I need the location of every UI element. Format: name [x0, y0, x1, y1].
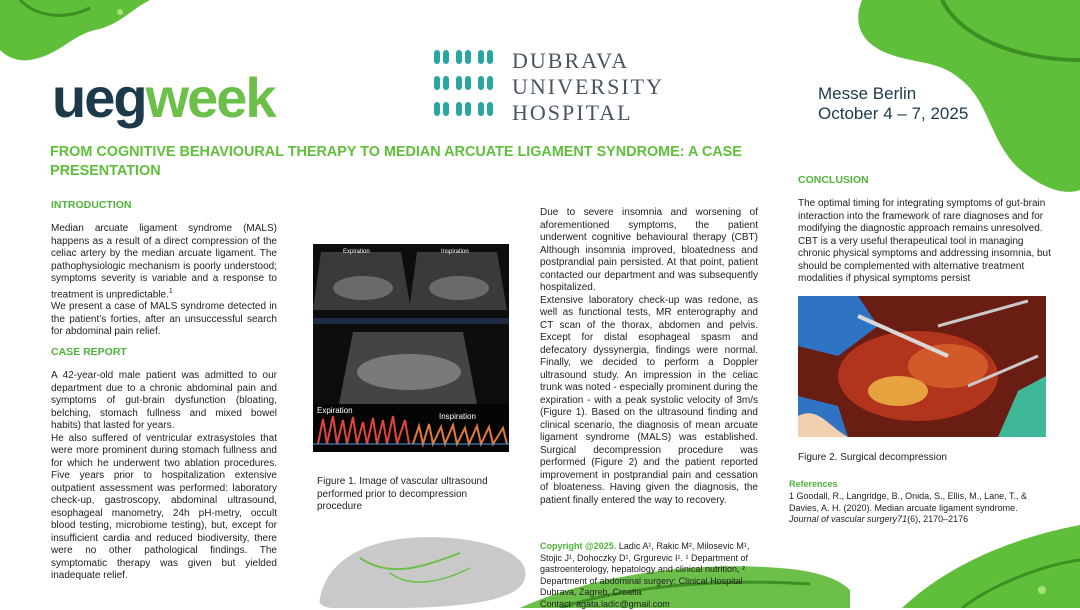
- case-report-body: [51, 370, 277, 583]
- us-label-inspiration-bottom: Inspiration: [439, 412, 476, 421]
- copyright-label: Copyright @2025.: [540, 541, 616, 551]
- copyright-block: [540, 541, 772, 610]
- case-report-heading: CASE REPORT: [51, 346, 127, 358]
- hospital-line-3: HOSPITAL: [512, 100, 664, 126]
- logo-ueg-text: ueg: [52, 66, 146, 129]
- hospital-line-2: UNIVERSITY: [512, 74, 664, 100]
- hospital-line-1: DUBRAVA: [512, 48, 664, 74]
- introduction-body: [51, 223, 277, 339]
- case-paragraph-1: A 42-year-old male patient was admitted to our department due to a chronic abdominal pain and symptoms of gut-brain dysfunction (bloating, belching, stomach fullness and mixed bowel habits) that lasted for years.: [51, 370, 277, 433]
- dubrava-logo-mark: [434, 48, 502, 125]
- middle-paragraph-1: Due to severe insomnia and worsening of aforementioned symptoms, the patient underwent cognitive behavioural therapy (CBT) Although insomnia improved, bloatedness and postprandial pain persisted. At that point, patient contacted our department and was subsequently hospitalized.: [540, 207, 758, 295]
- surgical-decompression-image: [798, 296, 1046, 437]
- reference-1-authors: 1 Goodall, R., Langridge, B., Onida, S., Ellis, M., Lane, T., & Davies, A. H. (2020). Median arcuate ligament syndrome.: [789, 491, 1027, 513]
- intro-paragraph-1: Median arcuate ligament syndrome (MALS) happens as a result of a direct compression of the celiac artery by the median arcuate ligament. The pathophysiologic mechanism is poorly understood; symptoms severity is variable and a response to treatment is unpredictable.: [51, 223, 277, 300]
- intro-paragraph-2: We present a case of MALS syndrome detected in the patient’s forties, after an unsuccessful search for abdominal pain relief.: [51, 301, 277, 339]
- dubrava-hospital-name: [512, 48, 664, 126]
- reference-1-pages: (6), 2170–2176: [907, 514, 968, 524]
- reference-1-volume: 71: [897, 514, 907, 524]
- poster-title: FROM COGNITIVE BEHAVIOURAL THERAPY TO MEDIAN ARCUATE LIGAMENT SYNDROME: A CASE PRESENTATION: [50, 143, 780, 181]
- references-heading: References: [789, 479, 838, 489]
- logo-week-text: week: [146, 66, 275, 129]
- conclusion-heading: CONCLUSION: [798, 174, 869, 186]
- venue-dates: October 4 – 7, 2025: [818, 104, 968, 124]
- us-label-expiration-top: Expiration: [343, 249, 370, 255]
- middle-paragraph-2: Extensive laboratory check-up was redone, as well as functional tests, MR enterography and CT scan of the thorax, abdomen and pelvis. Except for distal esophageal spasm and defecatory dyssynergia, findings were normal. Finally, we decided to perform a Doppler ultrasound study. An impression in the celiac trunk was noted - especially prominent during the expiration - with a peak systolic velocity of 3m/s (Figure 1). Based on the ultrasound finding and clinical scenario, the diagnosis of mean arcuate ligament syndrome (MALS) was established. Surgical decompression procedure was performed (Figure 2) and the patient reported improvement in postprandial pain and cessation of bloateness. Having given the diagnosis, the patient finally entered the way to recovery.: [540, 295, 758, 508]
- case-paragraph-2: He also suffered of ventricular extrasystoles that were more prominent during stomach fullness and for which he underwent two ablation procedures. Five years prior to hospitalization extensive outpatient assessment was performed: laboratory check-up, gastroscopy, abdominal ultrasound, esophageal manometry, 24h pH-metry, occult blood testing, microbiome testing), but, except for insufficient cardia and reduced biodiversity, there were no other pathological findings. The symptomatic therapy was given but yielded inadequate relief.: [51, 433, 277, 583]
- figure-1-caption: Figure 1. Image of vascular ultrasound performed prior to decompression procedure: [317, 476, 503, 514]
- us-label-inspiration-top: Inspiration: [441, 249, 469, 255]
- ultrasound-image: [313, 244, 509, 452]
- ueg-week-logo: [52, 70, 275, 126]
- reference-1-journal: Journal of vascular surgery: [789, 514, 897, 524]
- copyright-contact: Contact: agata.ladic@gmail.com: [540, 599, 772, 610]
- us-label-expiration-bottom: Expiration: [317, 406, 353, 415]
- copyright-affiliation: ¹ Department of gastroenterology, hepatology and clinical nutrition, ² Department of abdominal surgery; Clinical Hospital Dubrava, Zagreb, Croatia: [540, 553, 748, 598]
- venue-date: [818, 84, 968, 124]
- middle-column-body: [540, 207, 758, 507]
- reference-1: [789, 491, 1037, 526]
- conclusion-body: The optimal timing for integrating symptoms of gut-brain interaction into the framework of rare diagnoses and for modifying the diagnostic approach remains unresolved. CBT is a very useful therapeutical tool in managing chronic physical symptoms and addressing insomnia, but should be complemented with alternative treatment modalities if physical symptoms persist: [798, 198, 1056, 286]
- decorative-liver-illustration: [300, 528, 540, 608]
- copyright-authors: Ladic A¹, Rakic M², Milosevic M¹, Stojic J¹, Dohoczky D¹, Grgurevic I¹.: [540, 541, 749, 563]
- venue-name: Messe Berlin: [818, 84, 968, 104]
- decorative-green-blob-top-left: [0, 0, 170, 70]
- figure-2-caption: Figure 2. Surgical decompression: [798, 452, 947, 465]
- intro-citation: 1: [169, 288, 173, 295]
- introduction-heading: INTRODUCTION: [51, 199, 132, 211]
